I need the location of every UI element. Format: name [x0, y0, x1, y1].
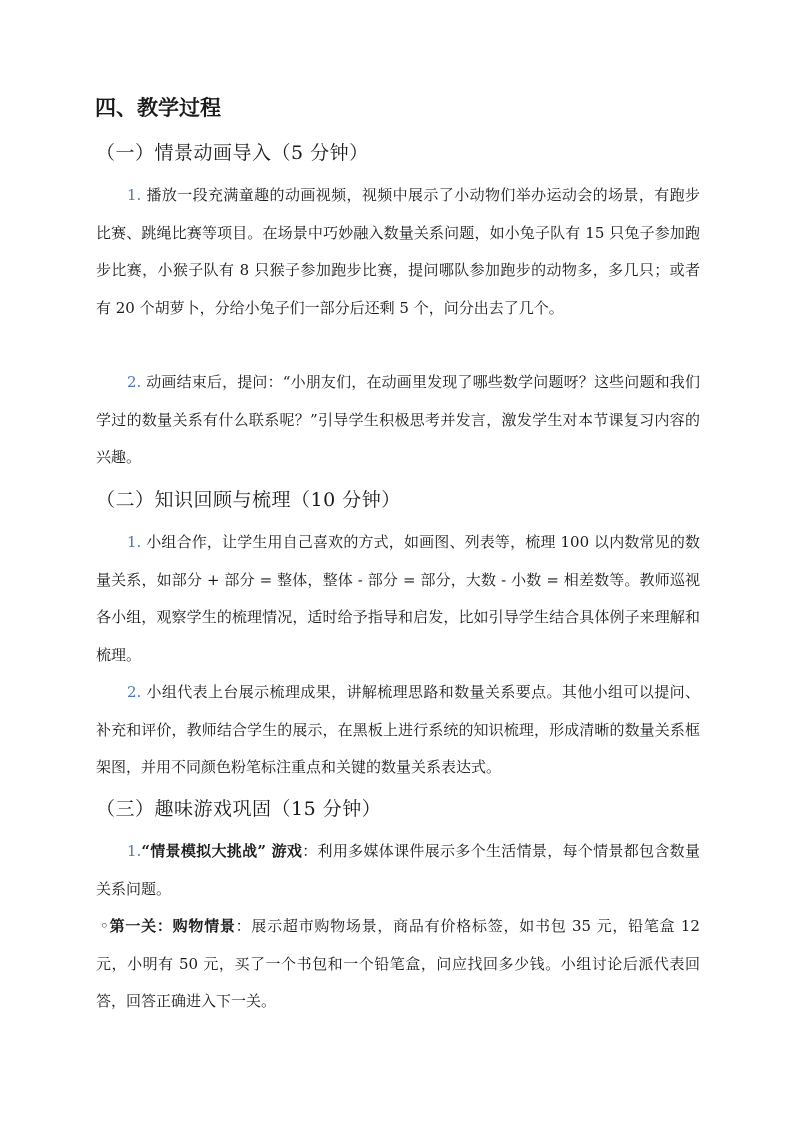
- paragraph-3-level-1: [96, 908, 700, 1021]
- paragraph-text: 小组合作，让学生用自己喜欢的方式，如画图、列表等，梳理 100 以内数常见的数量关系，如部分 + 部分 = 整体，整体 - 部分 = 部分，大数 - 小数 = 相差数等。教师巡视各小组，观察学生的梳理情况，适时给予指导和启发，比如引导学生结合具体例子来理解和梳理。: [96, 533, 700, 664]
- bullet-icon: ◦: [100, 917, 110, 935]
- paragraph-1-2: [96, 364, 700, 477]
- list-number: 2.: [127, 373, 147, 391]
- paragraph-text: ：展示超市购物场景，商品有价格标签，如书包 35 元，铅笔盒 12 元，小明有 50 元，买了一个书包和一个铅笔盒，问应找回多少钱。小组讨论后派代表回答，回答正确进入下一关。: [96, 917, 700, 1010]
- list-number: 2.: [127, 683, 147, 701]
- game-title: “情景模拟大挑战” 游戏: [141, 842, 303, 860]
- level-title: 第一关：购物情景: [109, 917, 236, 935]
- paragraph-text: 动画结束后，提问：“小朋友们，在动画里发现了哪些数学问题呀？这些问题和我们学过的数量关系有什么联系呢？”引导学生积极思考并发言，激发学生对本节课复习内容的兴趣。: [96, 373, 700, 466]
- subsection-title-3: （三）趣味游戏巩固（15 分钟）: [96, 798, 382, 820]
- subsection-title-1: （一）情景动画导入（5 分钟）: [96, 142, 369, 164]
- list-number: 1.: [127, 186, 147, 204]
- paragraph-text: 小组代表上台展示梳理成果，讲解梳理思路和数量关系要点。其他小组可以提问、补充和评价，教师结合学生的展示，在黑板上进行系统的知识梳理，形成清晰的数量关系框架图，并用不同颜色粉笔标注重点和关键的数量关系表达式。: [96, 683, 700, 776]
- section-heading: 四、教学过程: [95, 95, 221, 120]
- paragraph-text: ：利用多媒体课件展示多个生活情景，每个情景都包含数量关系问题。: [96, 842, 700, 898]
- subsection-title-2: （二）知识回顾与梳理（10 分钟）: [96, 489, 401, 511]
- list-number: 1.: [127, 533, 147, 551]
- paragraph-text: 播放一段充满童趣的动画视频，视频中展示了小动物们举办运动会的场景，有跑步比赛、跳绳比赛等项目。在场景中巧妙融入数量关系问题，如小兔子队有 15 只兔子参加跑步比赛，小猴子队有 8 只猴子参加跑步比赛，提问哪队参加跑步的动物多，多几只；或者有 20 个胡萝卜，分给小兔子们一部分后还剩 5 个，问分出去了几个。: [96, 186, 700, 317]
- list-number: 1.: [127, 842, 142, 860]
- paragraph-2-2: [96, 674, 700, 787]
- paragraph-3-1: [96, 833, 700, 908]
- paragraph-2-1: [96, 524, 700, 674]
- paragraph-1-1: [96, 177, 700, 327]
